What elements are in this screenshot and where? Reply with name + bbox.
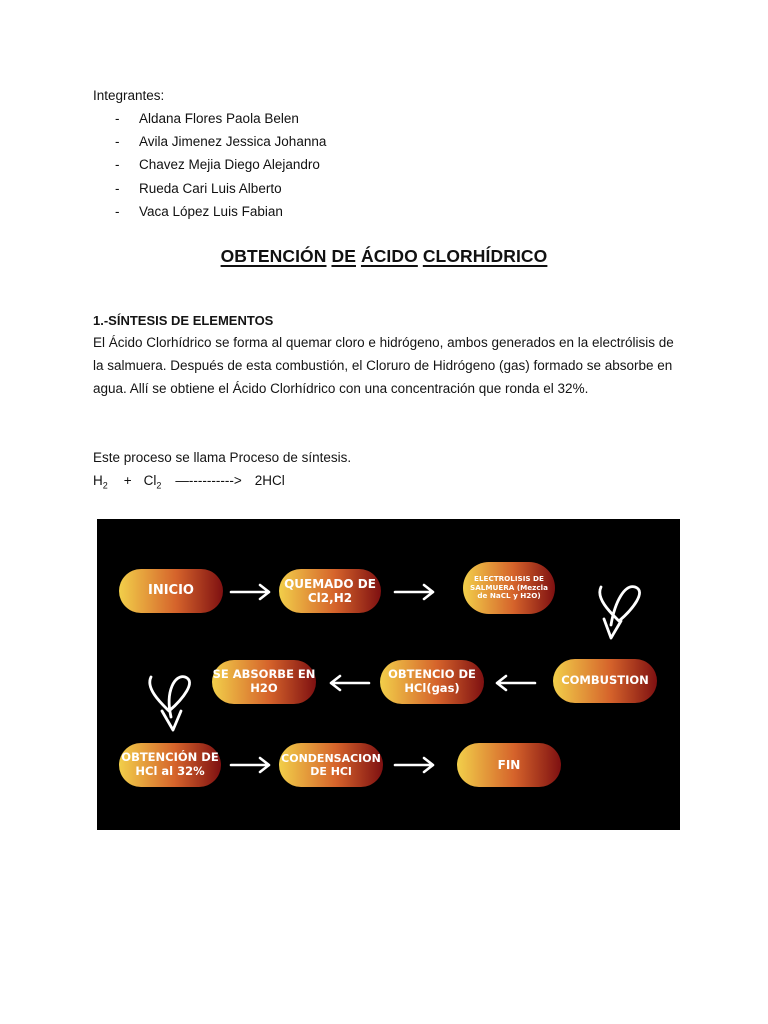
step-label: ELECTROLISIS DE SALMUERA (Mezcla de NaCL y H2O) bbox=[470, 574, 548, 601]
eq-hydrogen-subscript: 2 bbox=[102, 480, 108, 491]
list-bullet: - bbox=[115, 180, 120, 196]
eq-chlorine-subscript: 2 bbox=[156, 480, 162, 491]
step-label: QUEMADO DE Cl2,H2 bbox=[284, 576, 376, 605]
step-combustion bbox=[553, 659, 657, 703]
eq-product: 2HCl bbox=[254, 473, 285, 488]
document-title bbox=[0, 246, 768, 267]
title-word: CLORHÍDRICO bbox=[422, 246, 548, 266]
list-bullet: - bbox=[115, 111, 120, 126]
member-name: Chavez Mejia Diego Alejandro bbox=[139, 157, 320, 173]
step-obtencio-hcl bbox=[380, 660, 484, 704]
arrow-left-icon bbox=[493, 674, 537, 692]
eq-arrow: —----------> bbox=[175, 473, 242, 488]
members-heading: Integrantes: bbox=[93, 88, 165, 103]
arrow-right-icon bbox=[393, 583, 437, 601]
eq-chlorine: Cl bbox=[143, 473, 157, 488]
arrow-right-icon bbox=[393, 756, 437, 774]
step-obtencion-32 bbox=[119, 743, 221, 787]
list-bullet: - bbox=[115, 157, 120, 173]
arrow-left-icon bbox=[327, 674, 371, 692]
section-heading: 1.-SÍNTESIS DE ELEMENTOS bbox=[93, 313, 274, 328]
title-word: DE bbox=[331, 246, 356, 266]
step-label: SE ABSORBE EN H2O bbox=[212, 667, 316, 695]
step-label: FIN bbox=[497, 757, 521, 772]
eq-hydrogen: H bbox=[93, 473, 103, 488]
list-bullet: - bbox=[115, 203, 120, 219]
title-word: ÁCIDO bbox=[360, 246, 418, 266]
process-flow-diagram bbox=[97, 519, 680, 830]
step-condensacion bbox=[279, 743, 383, 787]
step-electrolisis bbox=[463, 562, 555, 614]
arrow-right-icon bbox=[229, 583, 273, 601]
curved-arrow-down-icon bbox=[591, 581, 651, 645]
member-name: Rueda Cari Luis Alberto bbox=[139, 180, 282, 196]
step-label: OBTENCIÓN DE HCl al 32% bbox=[121, 750, 219, 778]
list-bullet: - bbox=[115, 134, 120, 150]
member-name: Avila Jimenez Jessica Johanna bbox=[139, 134, 327, 150]
title-word: OBTENCIÓN bbox=[220, 246, 327, 266]
section-paragraph: El Ácido Clorhídrico se forma al quemar cloro e hidrógeno, ambos generados en la electrólisis de la salmuera. Después de esta combustión, el Cloruro de Hidrógeno (gas) formado se absorbe en agua. Allí se obtiene el Ácido Clorhídrico con una concentración que ronda el 32%. bbox=[93, 335, 674, 396]
chemical-equation bbox=[93, 469, 285, 498]
eq-plus: + bbox=[123, 473, 132, 488]
step-label: COMBUSTION bbox=[561, 673, 649, 688]
member-name: Vaca López Luis Fabian bbox=[139, 203, 283, 219]
step-fin bbox=[457, 743, 561, 787]
step-label: CONDENSACION DE HCl bbox=[281, 751, 381, 778]
step-absorbe bbox=[212, 660, 316, 704]
arrow-right-icon bbox=[229, 756, 273, 774]
step-quemado bbox=[279, 569, 381, 613]
step-label: INICIO bbox=[148, 583, 194, 599]
curved-arrow-down-icon bbox=[141, 671, 201, 737]
process-note: Este proceso se llama Proceso de síntesis. bbox=[93, 450, 352, 465]
member-name: Aldana Flores Paola Belen bbox=[139, 111, 299, 126]
step-inicio bbox=[119, 569, 223, 613]
step-label: OBTENCIO DE HCl(gas) bbox=[388, 667, 476, 695]
